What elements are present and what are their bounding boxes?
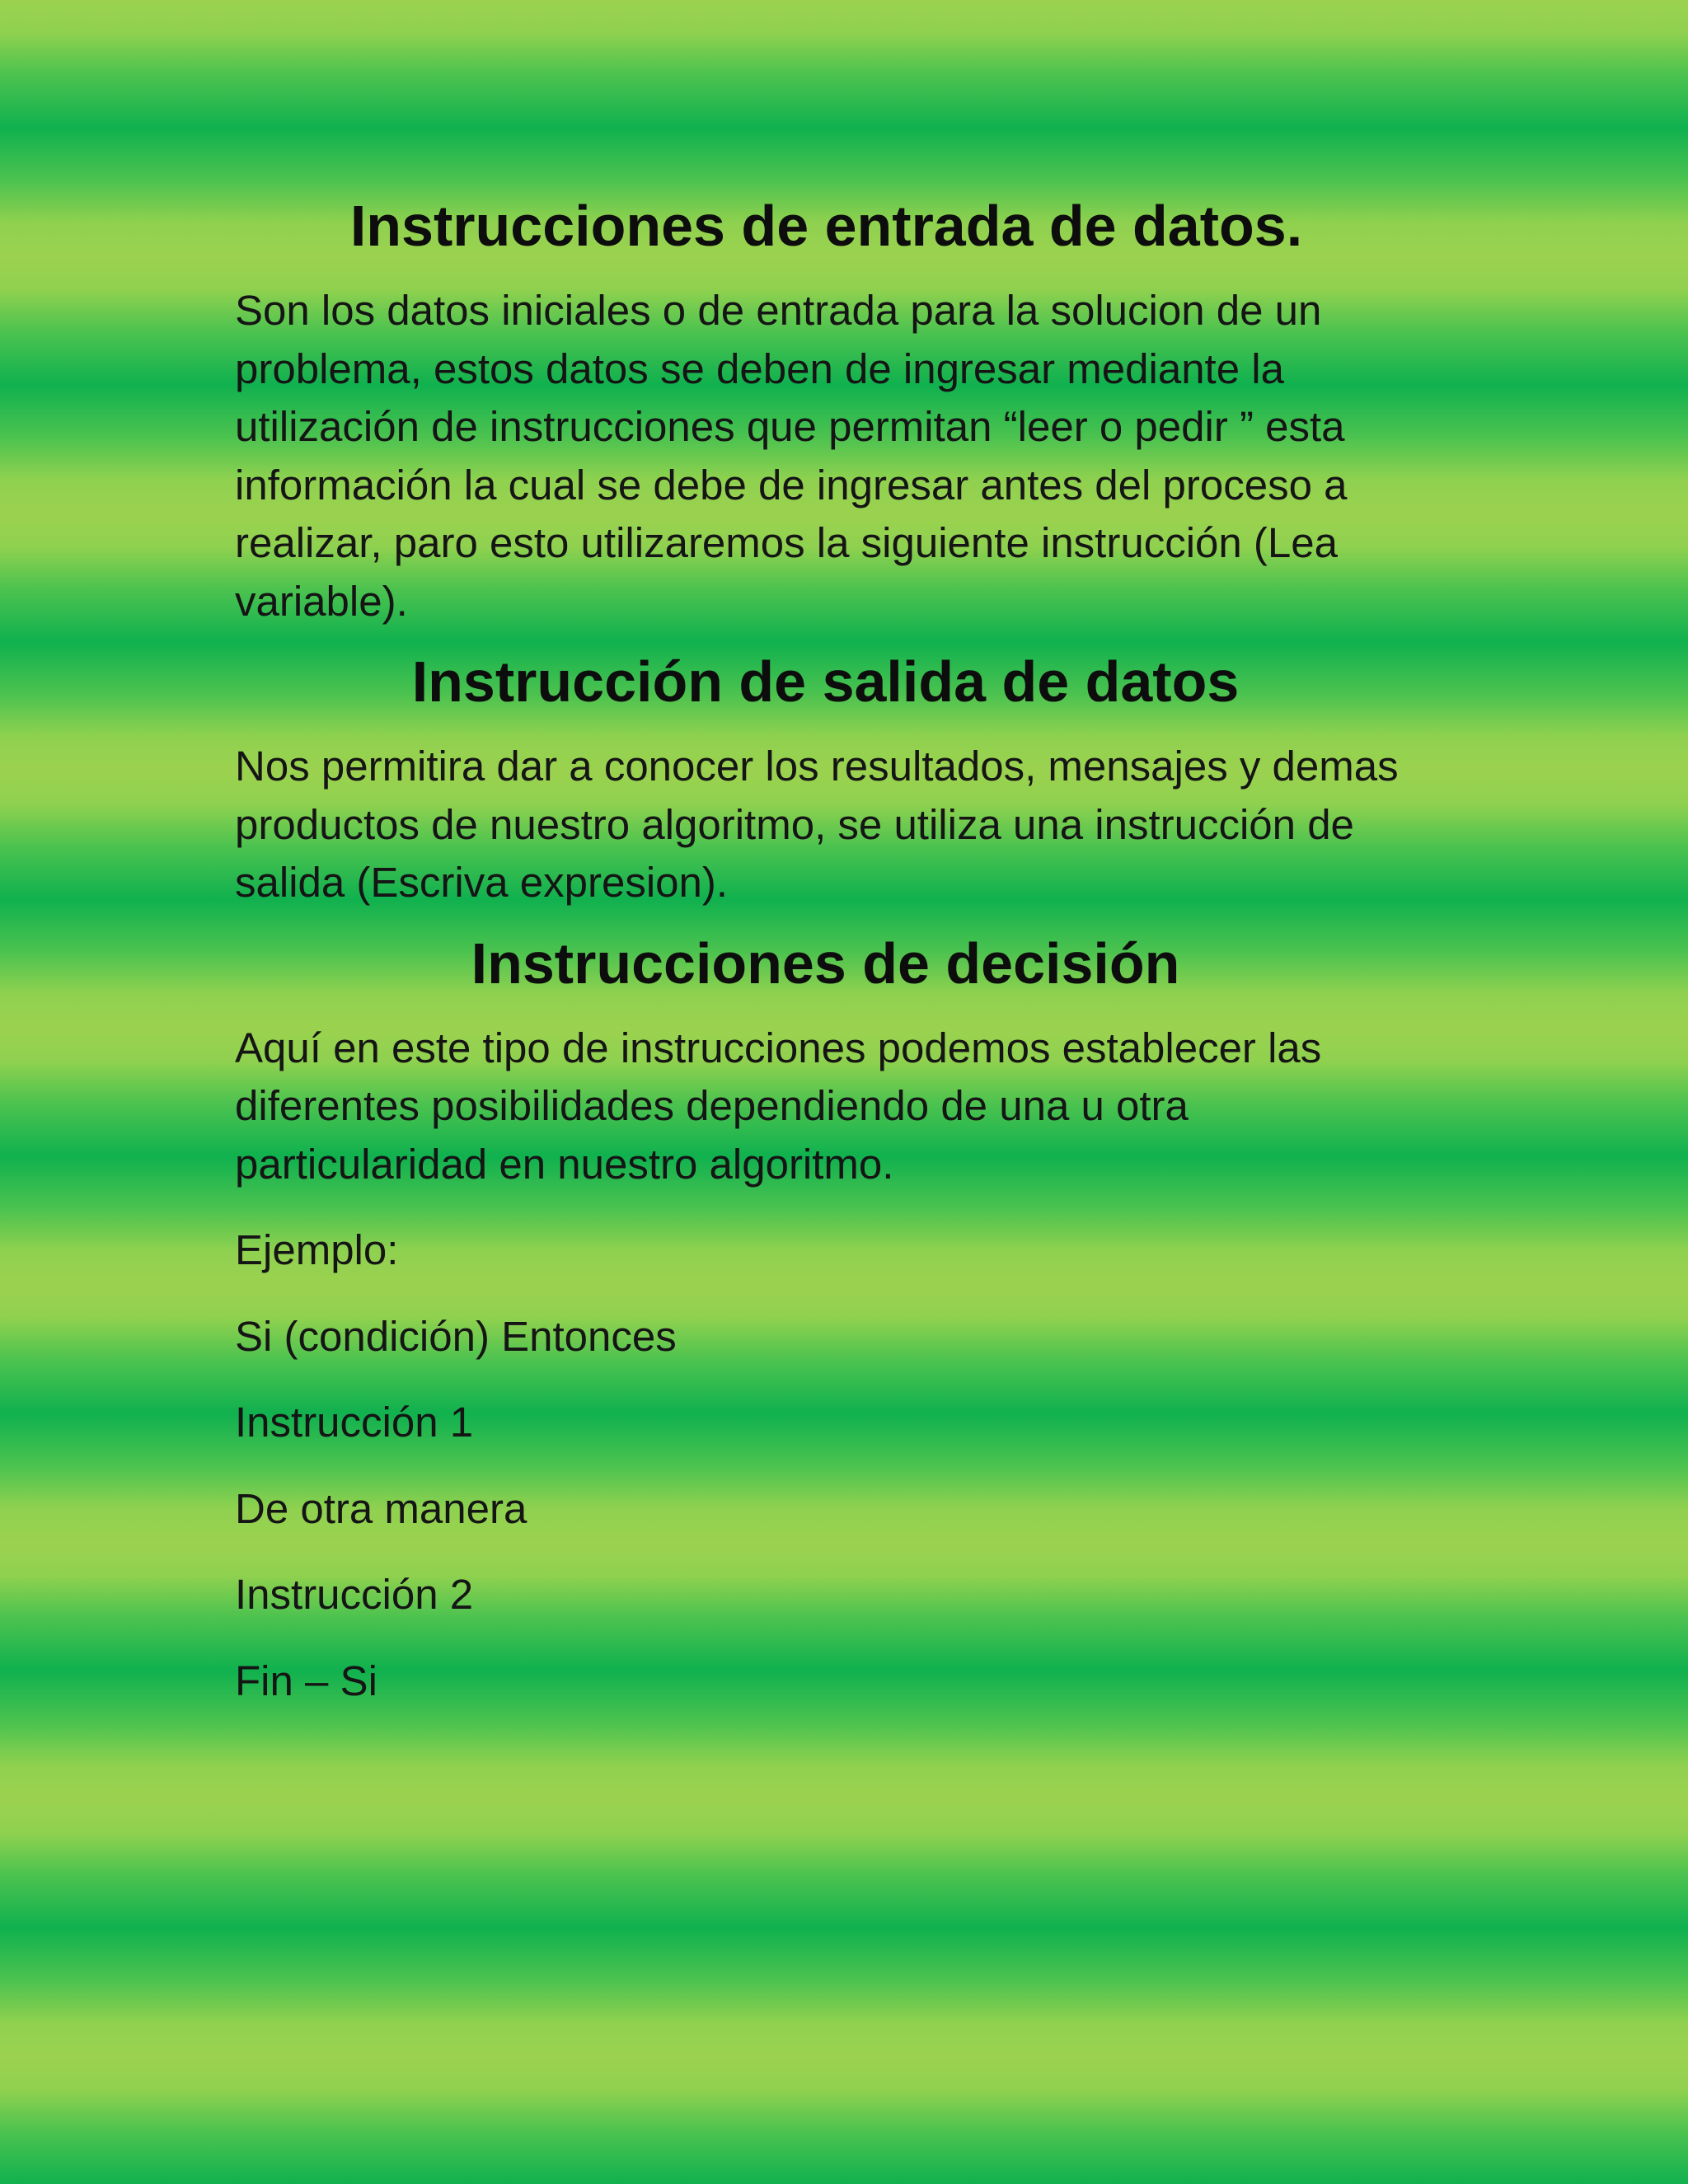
- heading-decision: Instrucciones de decisión: [471, 930, 1180, 996]
- example-line-3: De otra manera: [235, 1484, 528, 1532]
- paragraph-decision: Aquí en este tipo de instrucciones podemos establecer las diferentes posibilidades dependiendo de una u otra particularidad en nuestro algoritmo.: [235, 1024, 1322, 1188]
- paragraph-entrada-datos: Son los datos iniciales o de entrada para la solucion de un problema, estos datos se deben de ingresar mediante la utilización de instrucciones que permitan “leer o pedir ” esta información la cual se debe de ingresar antes del proceso a realizar, paro esto utilizaremos la siguiente instrucción (Lea variable).: [235, 287, 1348, 625]
- example-label: Ejemplo:: [235, 1226, 399, 1273]
- example-line-5: Fin – Si: [235, 1657, 377, 1704]
- example-line-1: Si (condición) Entonces: [235, 1312, 677, 1360]
- example-line-2: Instrucción 1: [235, 1399, 474, 1446]
- example-line-4: Instrucción 2: [235, 1571, 474, 1618]
- paragraph-salida-datos: Nos permitira dar a conocer los resultados, mensajes y demas productos de nuestro algoritmo, se utiliza una instrucción de salida (Escriva expresion).: [235, 743, 1399, 906]
- heading-entrada-datos: Instrucciones de entrada de datos.: [349, 194, 1303, 258]
- heading-salida-datos: Instrucción de salida de datos: [411, 649, 1240, 714]
